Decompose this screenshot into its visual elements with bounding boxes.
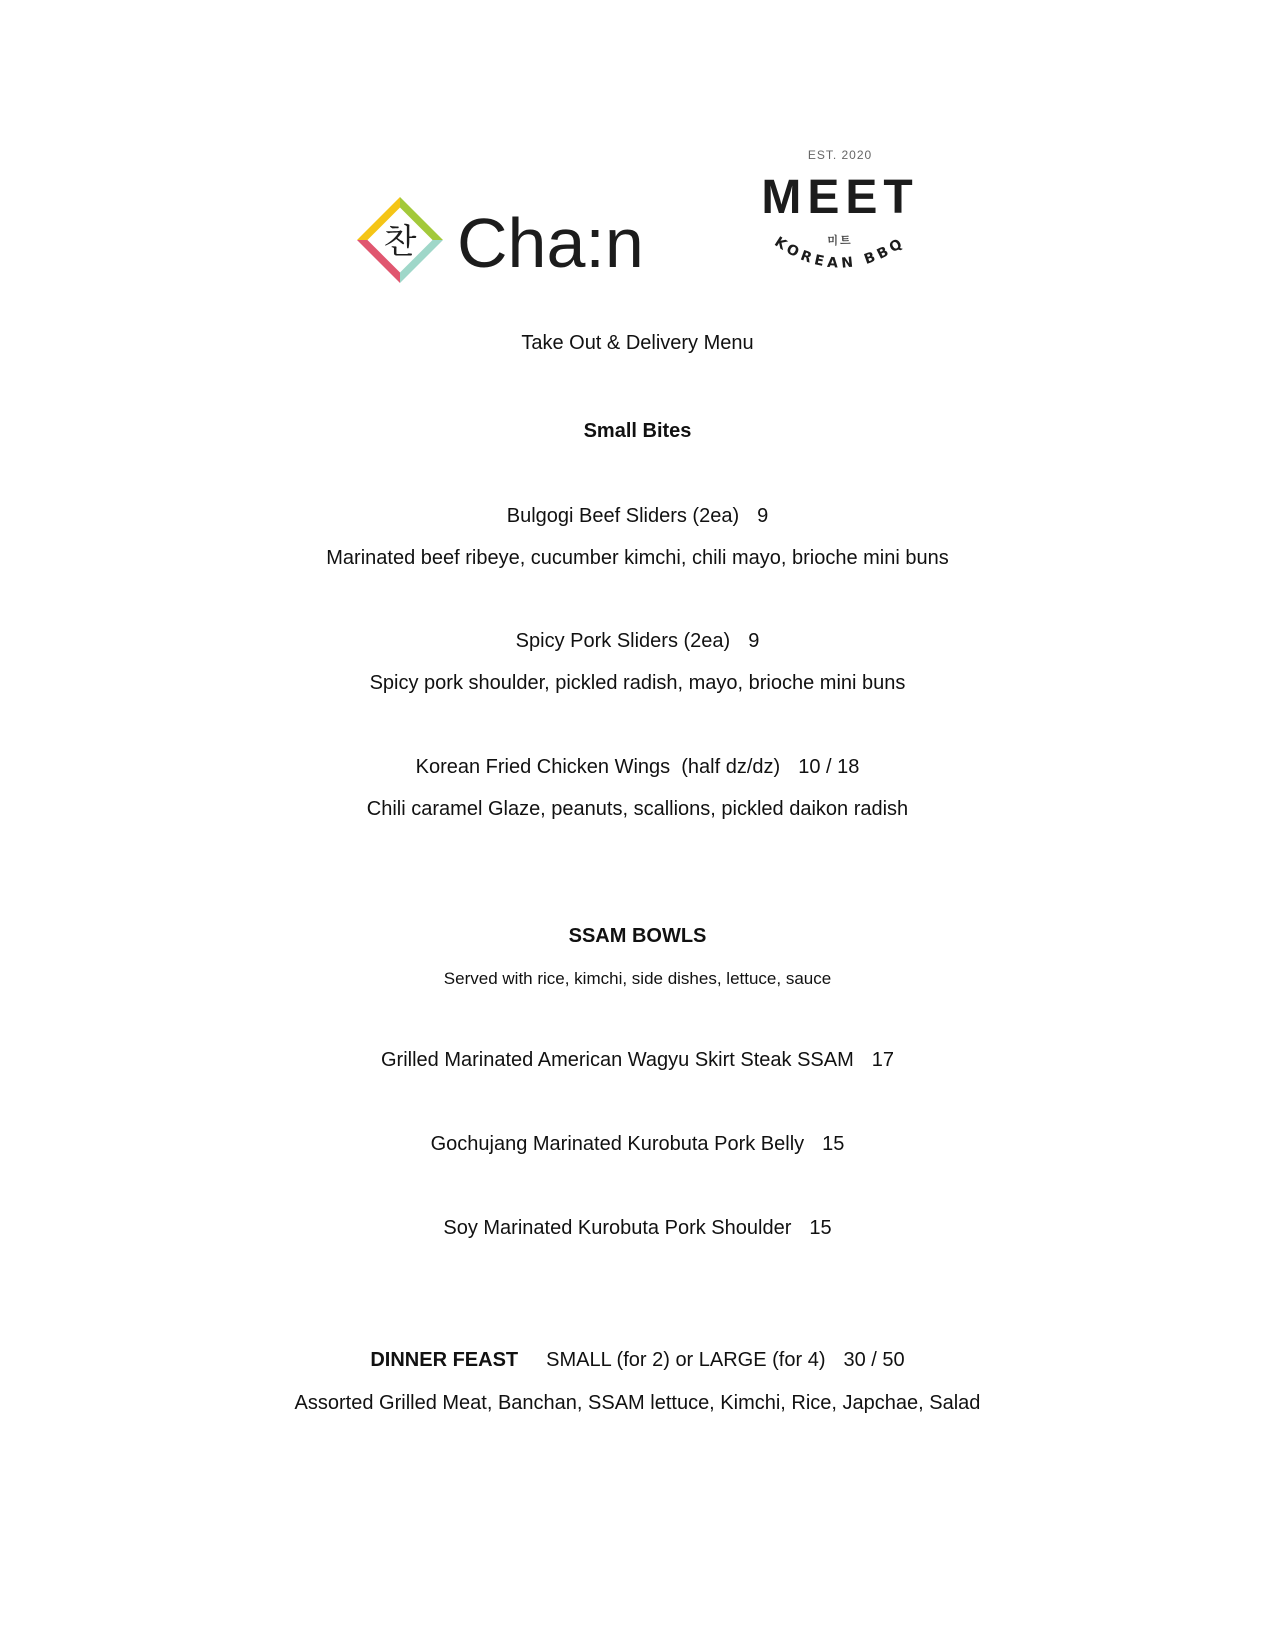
meet-tagline: KOREAN BBQ — [771, 235, 909, 272]
menu-item-name — [0, 630, 1275, 653]
meet-logo — [760, 140, 920, 290]
menu-item-description: Spicy pork shoulder, pickled radish, mayo, brioche mini buns — [369, 672, 906, 694]
logo-header — [0, 140, 1275, 290]
item-price: 10 / 18 — [798, 756, 860, 778]
item-title: Bulgogi Beef Sliders (2ea) — [506, 505, 740, 527]
chan-logo — [355, 195, 644, 285]
chan-diamond-icon — [355, 195, 445, 285]
item-title: Spicy Pork Sliders (2ea) — [515, 630, 731, 652]
menu-title: Take Out & Delivery Menu — [521, 332, 754, 354]
chan-wordmark: Cha:n — [457, 204, 644, 282]
item-title: Gochujang Marinated Kurobuta Pork Belly — [430, 1133, 805, 1155]
item-title: Grilled Marinated American Wagyu Skirt Steak SSAM — [380, 1049, 854, 1071]
dinner-feast-description: Assorted Grilled Meat, Banchan, SSAM lettuce, Kimchi, Rice, Japchae, Salad — [294, 1392, 981, 1414]
small-bites-heading: Small Bites — [583, 420, 692, 442]
meet-korean-sub: 미트 — [827, 235, 853, 247]
item-price: 9 — [757, 505, 769, 527]
menu-item-name — [0, 756, 1275, 779]
meet-est-label: EST. 2020 — [807, 148, 873, 162]
dinner-feast-heading: DINNER FEAST — [370, 1349, 519, 1371]
chan-glyph: 찬 — [383, 222, 417, 262]
menu-item-name — [0, 1049, 1275, 1072]
item-title: Korean Fried Chicken Wings (half dz/dz) — [415, 756, 781, 778]
menu-item-name — [0, 505, 1275, 528]
item-price: 15 — [809, 1217, 832, 1239]
dinner-feast-price: 30 / 50 — [843, 1349, 905, 1371]
dinner-feast-line — [0, 1349, 1275, 1372]
item-title: Soy Marinated Kurobuta Pork Shoulder — [443, 1217, 792, 1239]
item-price: 15 — [822, 1133, 845, 1155]
item-price: 17 — [871, 1049, 894, 1071]
ssam-bowls-note: Served with rice, kimchi, side dishes, lettuce, sauce — [443, 969, 832, 988]
item-price: 9 — [748, 630, 760, 652]
menu-item-description: Marinated beef ribeye, cucumber kimchi, chili mayo, brioche mini buns — [326, 547, 949, 569]
dinner-feast-size: SMALL (for 2) or LARGE (for 4) — [546, 1349, 826, 1371]
meet-tagline-arc — [760, 235, 920, 285]
ssam-bowls-heading: SSAM BOWLS — [568, 925, 707, 947]
menu-item-name — [0, 1217, 1275, 1240]
svg-text:KOREAN BBQ — [771, 235, 908, 272]
meet-wordmark: MEET — [761, 171, 919, 224]
menu-item-name — [0, 1133, 1275, 1156]
menu-item-description: Chili caramel Glaze, peanuts, scallions, pickled daikon radish — [366, 798, 909, 820]
